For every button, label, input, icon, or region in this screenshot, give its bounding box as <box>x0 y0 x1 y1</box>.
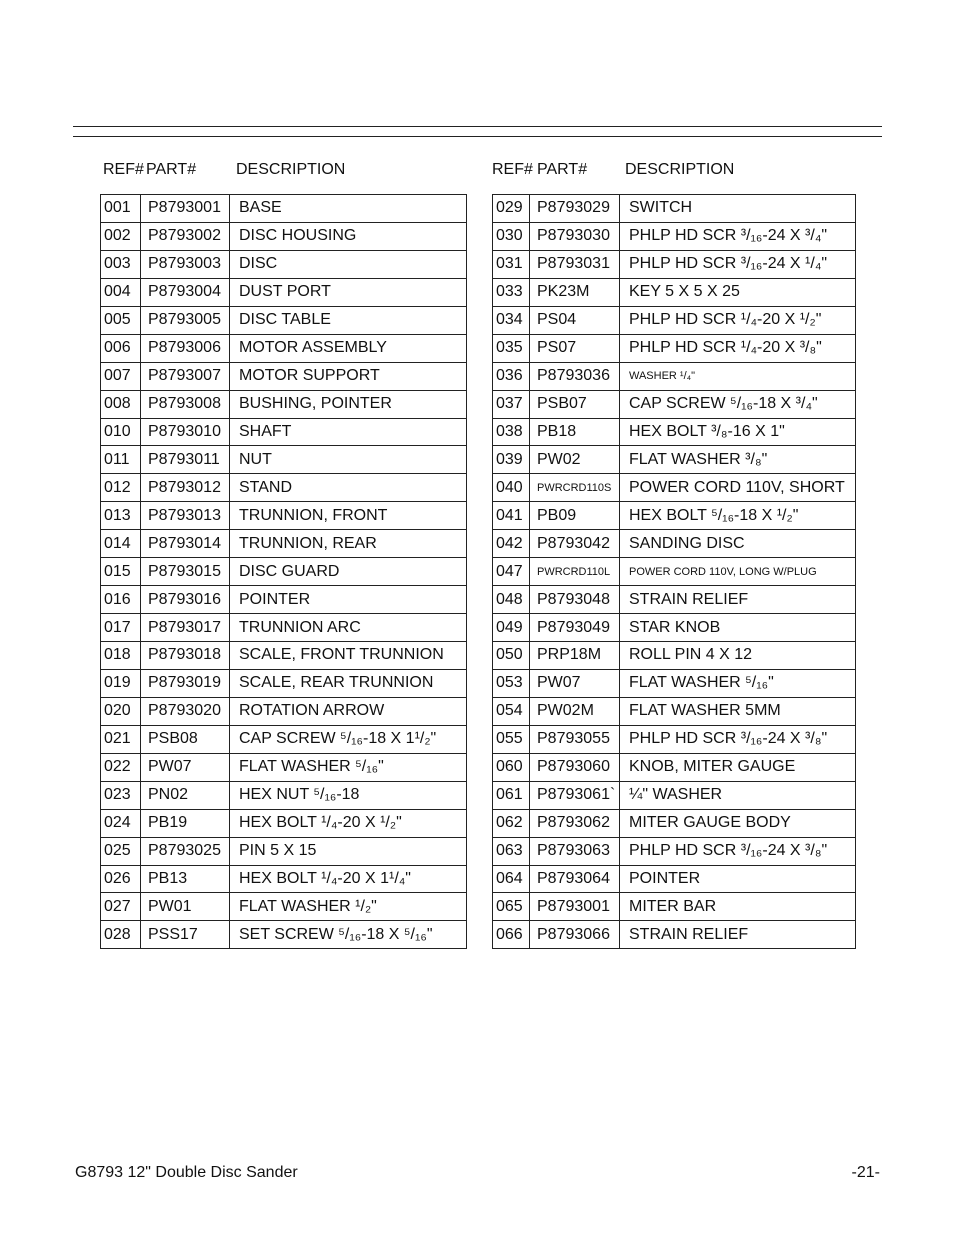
description-cell: STRAIN RELIEF <box>620 586 856 614</box>
ref-cell: 063 <box>493 837 530 865</box>
table-row <box>101 306 467 334</box>
ref-cell: 006 <box>101 334 141 362</box>
ref-cell: 007 <box>101 362 141 390</box>
part-number-cell: P8793016 <box>141 586 230 614</box>
part-number-cell: P8793012 <box>141 474 230 502</box>
ref-cell: 004 <box>101 278 141 306</box>
table-row <box>101 390 467 418</box>
table-row <box>101 278 467 306</box>
part-number-cell: P8793019 <box>141 669 230 697</box>
ref-cell: 008 <box>101 390 141 418</box>
table-row <box>493 781 856 809</box>
part-number-cell: P8793025 <box>141 837 230 865</box>
description-cell: POINTER <box>230 586 467 614</box>
part-number-cell: P8793064 <box>530 865 620 893</box>
ref-cell: 042 <box>493 530 530 558</box>
description-cell: FLAT WASHER ¹/₂" <box>230 893 467 921</box>
table-row <box>101 334 467 362</box>
part-number-cell: PW07 <box>530 669 620 697</box>
ref-cell: 018 <box>101 642 141 670</box>
description-cell: SHAFT <box>230 418 467 446</box>
ref-cell: 005 <box>101 306 141 334</box>
footer-title: G8793 12" Double Disc Sander <box>75 1164 298 1181</box>
part-number-cell: P8793042 <box>530 530 620 558</box>
ref-cell: 065 <box>493 893 530 921</box>
ref-cell: 036 <box>493 362 530 390</box>
table-row <box>493 921 856 949</box>
description-cell: TRUNNION ARC <box>230 614 467 642</box>
part-number-cell: P8793062 <box>530 809 620 837</box>
description-cell: FLAT WASHER ⁵/₁₆" <box>620 669 856 697</box>
description-cell: DISC <box>230 250 467 278</box>
description-cell: FLAT WASHER 5MM <box>620 697 856 725</box>
ref-cell: 001 <box>101 195 141 223</box>
part-number-cell: P8793017 <box>141 614 230 642</box>
ref-cell: 049 <box>493 614 530 642</box>
table-row <box>101 418 467 446</box>
ref-cell: 003 <box>101 250 141 278</box>
table-row <box>101 362 467 390</box>
description-cell: BASE <box>230 195 467 223</box>
table-row <box>493 334 856 362</box>
description-cell: SET SCREW ⁵/₁₆-18 X ⁵/₁₆" <box>230 921 467 949</box>
part-header: PART# <box>146 161 197 178</box>
description-cell: BUSHING, POINTER <box>230 390 467 418</box>
part-number-cell: PW02 <box>530 446 620 474</box>
description-cell: ¼" WASHER <box>620 781 856 809</box>
table-row <box>493 697 856 725</box>
table-row <box>493 278 856 306</box>
description-cell: STRAIN RELIEF <box>620 921 856 949</box>
part-number-cell: PB18 <box>530 418 620 446</box>
part-number-cell: P8793003 <box>141 250 230 278</box>
description-cell: ROLL PIN 4 X 12 <box>620 642 856 670</box>
table-row <box>493 418 856 446</box>
table-row <box>101 446 467 474</box>
description-cell: PHLP HD SCR ³/₁₆-24 X ³/₄" <box>620 222 856 250</box>
part-number-cell: P8793007 <box>141 362 230 390</box>
part-number-cell: P8793029 <box>530 195 620 223</box>
ref-cell: 029 <box>493 195 530 223</box>
description-cell: CAP SCREW ⁵/₁₆-18 X 1¹/₂" <box>230 725 467 753</box>
description-cell: MITER BAR <box>620 893 856 921</box>
part-number-cell: PW01 <box>141 893 230 921</box>
part-number-cell: P8793004 <box>141 278 230 306</box>
ref-cell: 048 <box>493 586 530 614</box>
description-cell: KEY 5 X 5 X 25 <box>620 278 856 306</box>
description-cell: POWER CORD 110V, SHORT <box>620 474 856 502</box>
table-row <box>101 837 467 865</box>
ref-cell: 025 <box>101 837 141 865</box>
part-number-cell: PB09 <box>530 502 620 530</box>
description-cell: FLAT WASHER ⁵/₁₆" <box>230 753 467 781</box>
ref-cell: 026 <box>101 865 141 893</box>
description-cell: MOTOR SUPPORT <box>230 362 467 390</box>
table-row <box>101 697 467 725</box>
table-row <box>101 725 467 753</box>
description-cell: STAR KNOB <box>620 614 856 642</box>
ref-cell: 053 <box>493 669 530 697</box>
part-number-cell: P8793048 <box>530 586 620 614</box>
part-number-cell: PSB08 <box>141 725 230 753</box>
part-number-cell: P8793018 <box>141 642 230 670</box>
ref-cell: 030 <box>493 222 530 250</box>
part-number-cell: P8793055 <box>530 725 620 753</box>
table-row <box>101 642 467 670</box>
description-cell: TRUNNION, REAR <box>230 530 467 558</box>
description-cell: STAND <box>230 474 467 502</box>
description-cell: SCALE, FRONT TRUNNION <box>230 642 467 670</box>
description-cell: MOTOR ASSEMBLY <box>230 334 467 362</box>
table-row <box>493 837 856 865</box>
table-row <box>493 669 856 697</box>
description-cell: HEX BOLT ¹/₄-20 X ¹/₂" <box>230 809 467 837</box>
ref-cell: 055 <box>493 725 530 753</box>
ref-cell: 023 <box>101 781 141 809</box>
description-cell: MITER GAUGE BODY <box>620 809 856 837</box>
table-row <box>493 725 856 753</box>
ref-cell: 031 <box>493 250 530 278</box>
ref-cell: 027 <box>101 893 141 921</box>
part-number-cell: P8793006 <box>141 334 230 362</box>
part-number-cell: P8793015 <box>141 558 230 586</box>
description-cell: PHLP HD SCR ³/₁₆-24 X ¹/₄" <box>620 250 856 278</box>
table-row <box>101 614 467 642</box>
ref-cell: 066 <box>493 921 530 949</box>
table-row <box>493 474 856 502</box>
ref-cell: 050 <box>493 642 530 670</box>
description-cell: HEX BOLT ⁵/₁₆-18 X ¹/₂" <box>620 502 856 530</box>
ref-cell: 037 <box>493 390 530 418</box>
table-row <box>101 921 467 949</box>
description-cell: HEX BOLT ³/₈-16 X 1" <box>620 418 856 446</box>
ref-cell: 038 <box>493 418 530 446</box>
table-row <box>493 222 856 250</box>
part-number-cell: P8793008 <box>141 390 230 418</box>
table-row <box>101 865 467 893</box>
description-cell: PHLP HD SCR ³/₁₆-24 X ³/₈" <box>620 837 856 865</box>
table-row <box>493 530 856 558</box>
part-number-cell: PWRCRD110L <box>530 558 620 586</box>
table-row <box>101 669 467 697</box>
table-row <box>493 893 856 921</box>
ref-cell: 020 <box>101 697 141 725</box>
part-number-cell: P8793002 <box>141 222 230 250</box>
ref-cell: 060 <box>493 753 530 781</box>
table-row <box>101 753 467 781</box>
description-cell: FLAT WASHER ³/₈" <box>620 446 856 474</box>
part-number-cell: P8793036 <box>530 362 620 390</box>
ref-cell: 019 <box>101 669 141 697</box>
ref-cell: 041 <box>493 502 530 530</box>
part-number-cell: P8793020 <box>141 697 230 725</box>
description-cell: KNOB, MITER GAUGE <box>620 753 856 781</box>
description-header: DESCRIPTION <box>236 161 346 178</box>
parts-table-left <box>100 194 467 949</box>
part-number-cell: P8793005 <box>141 306 230 334</box>
description-cell: WASHER ¹/₄" <box>620 362 856 390</box>
table-row <box>493 362 856 390</box>
description-cell: POINTER <box>620 865 856 893</box>
table-row <box>493 614 856 642</box>
part-number-cell: PK23M <box>530 278 620 306</box>
table-row <box>101 893 467 921</box>
table-row <box>101 474 467 502</box>
description-cell: PHLP HD SCR ³/₁₆-24 X ³/₈" <box>620 725 856 753</box>
part-number-cell: P8793010 <box>141 418 230 446</box>
table-row <box>493 642 856 670</box>
ref-cell: 047 <box>493 558 530 586</box>
table-row <box>101 558 467 586</box>
description-cell: SWITCH <box>620 195 856 223</box>
part-number-cell: P8793001 <box>141 195 230 223</box>
ref-cell: 039 <box>493 446 530 474</box>
table-row <box>493 250 856 278</box>
description-cell: CAP SCREW ⁵/₁₆-18 X ³/₄" <box>620 390 856 418</box>
table-row <box>493 195 856 223</box>
ref-header: REF# <box>492 161 533 178</box>
top-rule-second <box>73 136 882 137</box>
ref-cell: 034 <box>493 306 530 334</box>
ref-cell: 021 <box>101 725 141 753</box>
table-row <box>101 250 467 278</box>
table-row <box>101 222 467 250</box>
table-row <box>101 809 467 837</box>
part-number-cell: P8793060 <box>530 753 620 781</box>
part-number-cell: PS07 <box>530 334 620 362</box>
description-cell: HEX NUT ⁵/₁₆-18 <box>230 781 467 809</box>
description-cell: ROTATION ARROW <box>230 697 467 725</box>
table-row <box>493 502 856 530</box>
part-number-cell: PS04 <box>530 306 620 334</box>
ref-cell: 028 <box>101 921 141 949</box>
ref-cell: 015 <box>101 558 141 586</box>
table-row <box>493 558 856 586</box>
table-row <box>493 865 856 893</box>
table-row <box>493 446 856 474</box>
part-number-cell: P8793066 <box>530 921 620 949</box>
description-cell: DISC GUARD <box>230 558 467 586</box>
table-row <box>101 781 467 809</box>
ref-cell: 011 <box>101 446 141 474</box>
table-row <box>493 306 856 334</box>
part-number-cell: PB13 <box>141 865 230 893</box>
description-cell: POWER CORD 110V, LONG W/PLUG <box>620 558 856 586</box>
part-number-cell: PN02 <box>141 781 230 809</box>
part-number-cell: P8793063 <box>530 837 620 865</box>
ref-cell: 013 <box>101 502 141 530</box>
part-number-cell: PSS17 <box>141 921 230 949</box>
part-number-cell: PW02M <box>530 697 620 725</box>
description-cell: HEX BOLT ¹/₄-20 X 1¹/₄" <box>230 865 467 893</box>
table-row <box>101 530 467 558</box>
description-cell: SCALE, REAR TRUNNION <box>230 669 467 697</box>
ref-cell: 014 <box>101 530 141 558</box>
part-number-cell: PW07 <box>141 753 230 781</box>
ref-cell: 002 <box>101 222 141 250</box>
table-row <box>493 390 856 418</box>
table-row <box>493 809 856 837</box>
part-number-cell: P8793014 <box>141 530 230 558</box>
part-number-cell: P8793001 <box>530 893 620 921</box>
part-number-cell: PWRCRD110S <box>530 474 620 502</box>
ref-header: REF# <box>103 161 144 178</box>
ref-cell: 012 <box>101 474 141 502</box>
description-cell: SANDING DISC <box>620 530 856 558</box>
table-row <box>101 502 467 530</box>
ref-cell: 054 <box>493 697 530 725</box>
ref-cell: 024 <box>101 809 141 837</box>
table-row <box>101 586 467 614</box>
part-number-cell: P8793049 <box>530 614 620 642</box>
ref-cell: 062 <box>493 809 530 837</box>
part-number-cell: P8793013 <box>141 502 230 530</box>
description-cell: PHLP HD SCR ¹/₄-20 X ³/₈" <box>620 334 856 362</box>
description-cell: PIN 5 X 15 <box>230 837 467 865</box>
ref-cell: 064 <box>493 865 530 893</box>
ref-cell: 017 <box>101 614 141 642</box>
table-row <box>493 586 856 614</box>
description-header: DESCRIPTION <box>625 161 735 178</box>
part-number-cell: PRP18M <box>530 642 620 670</box>
part-number-cell: PSB07 <box>530 390 620 418</box>
ref-cell: 033 <box>493 278 530 306</box>
parts-table-right <box>492 194 856 949</box>
part-number-cell: P8793030 <box>530 222 620 250</box>
table-row <box>493 753 856 781</box>
ref-cell: 035 <box>493 334 530 362</box>
description-cell: DISC TABLE <box>230 306 467 334</box>
description-cell: PHLP HD SCR ¹/₄-20 X ¹/₂" <box>620 306 856 334</box>
ref-cell: 016 <box>101 586 141 614</box>
page-number: -21- <box>851 1164 880 1181</box>
ref-cell: 010 <box>101 418 141 446</box>
part-number-cell: PB19 <box>141 809 230 837</box>
part-number-cell: P8793031 <box>530 250 620 278</box>
table-row <box>101 195 467 223</box>
description-cell: DISC HOUSING <box>230 222 467 250</box>
ref-cell: 022 <box>101 753 141 781</box>
description-cell: TRUNNION, FRONT <box>230 502 467 530</box>
description-cell: DUST PORT <box>230 278 467 306</box>
part-header: PART# <box>537 161 588 178</box>
ref-cell: 061 <box>493 781 530 809</box>
top-rule <box>73 126 882 127</box>
ref-cell: 040 <box>493 474 530 502</box>
part-number-cell: P8793061` <box>530 781 620 809</box>
description-cell: NUT <box>230 446 467 474</box>
part-number-cell: P8793011 <box>141 446 230 474</box>
